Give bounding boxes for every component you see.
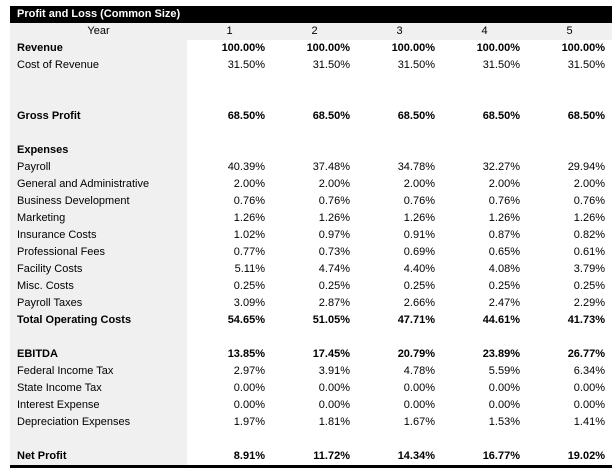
spacer-value-cell [357, 431, 442, 448]
row-value: 32.27% [442, 159, 527, 176]
row-label: Payroll Taxes [10, 295, 187, 312]
row-label: Business Development [10, 193, 187, 210]
table-row [10, 244, 612, 261]
table-row [10, 176, 612, 193]
row-value: 1.53% [442, 414, 527, 431]
table-row [10, 397, 612, 414]
spacer-value-cell [272, 329, 357, 346]
spacer-row [10, 125, 612, 142]
table-row [10, 448, 612, 465]
row-label: Gross Profit [10, 108, 187, 125]
row-value: 2.00% [527, 176, 612, 193]
spacer-value-cell [442, 74, 527, 91]
table-row [10, 108, 612, 125]
table-row [10, 210, 612, 227]
year-column-header: 2 [272, 23, 357, 40]
row-value: 1.81% [272, 414, 357, 431]
table-row [10, 363, 612, 380]
row-value: 0.00% [442, 397, 527, 414]
spacer-value-cell [527, 431, 612, 448]
row-value: 1.41% [527, 414, 612, 431]
year-column-header: 3 [357, 23, 442, 40]
spacer-value-cell [442, 125, 527, 142]
spacer-label-cell [10, 431, 187, 448]
row-value: 6.34% [527, 363, 612, 380]
spacer-value-cell [527, 329, 612, 346]
table-row [10, 193, 612, 210]
spacer-row [10, 91, 612, 108]
row-value: 100.00% [442, 40, 527, 57]
row-value: 0.00% [527, 397, 612, 414]
year-header-row [10, 23, 612, 40]
row-label: EBITDA [10, 346, 187, 363]
table-row [10, 159, 612, 176]
spacer-row [10, 431, 612, 448]
spacer-value-cell [527, 74, 612, 91]
row-value: 100.00% [272, 40, 357, 57]
row-value: 0.25% [357, 278, 442, 295]
row-value: 1.26% [187, 210, 272, 227]
row-value: 3.79% [527, 261, 612, 278]
spacer-row [10, 329, 612, 346]
row-label: Insurance Costs [10, 227, 187, 244]
row-value: 23.89% [442, 346, 527, 363]
spacer-value-cell [187, 74, 272, 91]
row-label: State Income Tax [10, 380, 187, 397]
row-value: 54.65% [187, 312, 272, 329]
bottom-border-bar [10, 465, 612, 468]
row-value: 4.74% [272, 261, 357, 278]
table-row [10, 142, 612, 159]
row-value: 31.50% [357, 57, 442, 74]
table-row [10, 227, 612, 244]
row-value: 31.50% [187, 57, 272, 74]
row-value: 40.39% [187, 159, 272, 176]
row-value: 1.26% [442, 210, 527, 227]
table-row [10, 278, 612, 295]
row-value: 0.82% [527, 227, 612, 244]
spacer-value-cell [272, 74, 357, 91]
spacer-value-cell [527, 125, 612, 142]
row-value: 4.08% [442, 261, 527, 278]
row-value: 0.69% [357, 244, 442, 261]
spacer-value-cell [442, 91, 527, 108]
year-header-label: Year [10, 23, 187, 40]
row-value: 4.40% [357, 261, 442, 278]
row-value: 68.50% [187, 108, 272, 125]
row-value [527, 142, 612, 159]
table-row [10, 261, 612, 278]
year-column-header: 4 [442, 23, 527, 40]
report-title-bar [10, 6, 612, 23]
spacer-value-cell [442, 431, 527, 448]
spacer-value-cell [527, 91, 612, 108]
table-row [10, 40, 612, 57]
row-value: 0.00% [527, 380, 612, 397]
row-label: Interest Expense [10, 397, 187, 414]
row-value: 4.78% [357, 363, 442, 380]
spacer-label-cell [10, 74, 187, 91]
spacer-row [10, 74, 612, 91]
row-label: Revenue [10, 40, 187, 57]
row-value: 0.76% [357, 193, 442, 210]
table-row [10, 57, 612, 74]
row-value: 2.00% [357, 176, 442, 193]
row-value: 0.65% [442, 244, 527, 261]
row-value [187, 142, 272, 159]
report-title: Profit and Loss (Common Size) [17, 8, 181, 20]
row-value: 68.50% [357, 108, 442, 125]
row-value: 0.77% [187, 244, 272, 261]
row-value: 37.48% [272, 159, 357, 176]
pnl-common-size-sheet [10, 6, 612, 468]
row-value: 0.00% [357, 380, 442, 397]
row-value: 1.67% [357, 414, 442, 431]
row-value: 14.34% [357, 448, 442, 465]
row-value: 68.50% [442, 108, 527, 125]
row-value: 100.00% [527, 40, 612, 57]
row-value: 0.00% [272, 380, 357, 397]
row-value: 47.71% [357, 312, 442, 329]
row-value: 2.97% [187, 363, 272, 380]
row-value: 1.02% [187, 227, 272, 244]
year-column-header: 5 [527, 23, 612, 40]
row-value: 0.00% [272, 397, 357, 414]
spacer-value-cell [187, 91, 272, 108]
row-label: Total Operating Costs [10, 312, 187, 329]
row-value: 11.72% [272, 448, 357, 465]
pnl-table [10, 23, 612, 465]
row-value: 2.29% [527, 295, 612, 312]
row-value: 1.97% [187, 414, 272, 431]
row-value: 100.00% [357, 40, 442, 57]
row-value: 2.00% [442, 176, 527, 193]
row-value: 0.25% [527, 278, 612, 295]
row-value: 100.00% [187, 40, 272, 57]
row-value: 16.77% [442, 448, 527, 465]
row-value: 2.00% [272, 176, 357, 193]
row-label: Payroll [10, 159, 187, 176]
row-label: Marketing [10, 210, 187, 227]
row-value: 0.61% [527, 244, 612, 261]
spacer-value-cell [272, 91, 357, 108]
spacer-value-cell [357, 125, 442, 142]
row-value: 20.79% [357, 346, 442, 363]
row-value: 3.09% [187, 295, 272, 312]
row-label: Depreciation Expenses [10, 414, 187, 431]
row-value: 8.91% [187, 448, 272, 465]
row-value: 1.26% [357, 210, 442, 227]
row-label: Professional Fees [10, 244, 187, 261]
row-value: 2.47% [442, 295, 527, 312]
row-label: Misc. Costs [10, 278, 187, 295]
spacer-label-cell [10, 125, 187, 142]
row-value [272, 142, 357, 159]
row-value: 0.87% [442, 227, 527, 244]
row-value: 17.45% [272, 346, 357, 363]
row-value: 68.50% [527, 108, 612, 125]
table-row [10, 346, 612, 363]
row-label: Net Profit [10, 448, 187, 465]
row-value: 31.50% [442, 57, 527, 74]
row-value: 0.00% [187, 380, 272, 397]
row-value: 1.26% [272, 210, 357, 227]
row-value: 34.78% [357, 159, 442, 176]
row-value: 31.50% [527, 57, 612, 74]
row-value: 0.25% [272, 278, 357, 295]
row-value: 5.59% [442, 363, 527, 380]
spacer-value-cell [272, 125, 357, 142]
row-label: Cost of Revenue [10, 57, 187, 74]
row-value: 0.76% [527, 193, 612, 210]
spacer-value-cell [442, 329, 527, 346]
spacer-value-cell [357, 91, 442, 108]
row-value: 0.25% [442, 278, 527, 295]
row-value: 0.00% [442, 380, 527, 397]
table-row [10, 414, 612, 431]
row-value: 0.91% [357, 227, 442, 244]
row-value: 51.05% [272, 312, 357, 329]
row-value: 0.76% [272, 193, 357, 210]
row-value: 0.76% [442, 193, 527, 210]
row-value: 2.66% [357, 295, 442, 312]
row-label: Facility Costs [10, 261, 187, 278]
row-value [357, 142, 442, 159]
row-value: 31.50% [272, 57, 357, 74]
spacer-label-cell [10, 329, 187, 346]
row-value: 0.25% [187, 278, 272, 295]
row-value: 0.73% [272, 244, 357, 261]
row-value: 41.73% [527, 312, 612, 329]
row-value: 19.02% [527, 448, 612, 465]
table-row [10, 295, 612, 312]
row-value: 1.26% [527, 210, 612, 227]
row-value: 0.76% [187, 193, 272, 210]
row-value: 2.00% [187, 176, 272, 193]
row-value: 68.50% [272, 108, 357, 125]
table-row [10, 380, 612, 397]
row-value: 5.11% [187, 261, 272, 278]
spacer-value-cell [357, 74, 442, 91]
spacer-value-cell [187, 329, 272, 346]
row-value: 26.77% [527, 346, 612, 363]
row-value: 29.94% [527, 159, 612, 176]
row-value: 0.97% [272, 227, 357, 244]
row-value: 0.00% [357, 397, 442, 414]
spacer-value-cell [187, 431, 272, 448]
row-value: 44.61% [442, 312, 527, 329]
spacer-value-cell [272, 431, 357, 448]
row-value: 3.91% [272, 363, 357, 380]
row-label: Federal Income Tax [10, 363, 187, 380]
spacer-label-cell [10, 91, 187, 108]
row-label: Expenses [10, 142, 187, 159]
row-value: 0.00% [187, 397, 272, 414]
year-column-header: 1 [187, 23, 272, 40]
row-value: 13.85% [187, 346, 272, 363]
row-value [442, 142, 527, 159]
table-row [10, 312, 612, 329]
spacer-value-cell [187, 125, 272, 142]
row-label: General and Administrative [10, 176, 187, 193]
row-value: 2.87% [272, 295, 357, 312]
spacer-value-cell [357, 329, 442, 346]
